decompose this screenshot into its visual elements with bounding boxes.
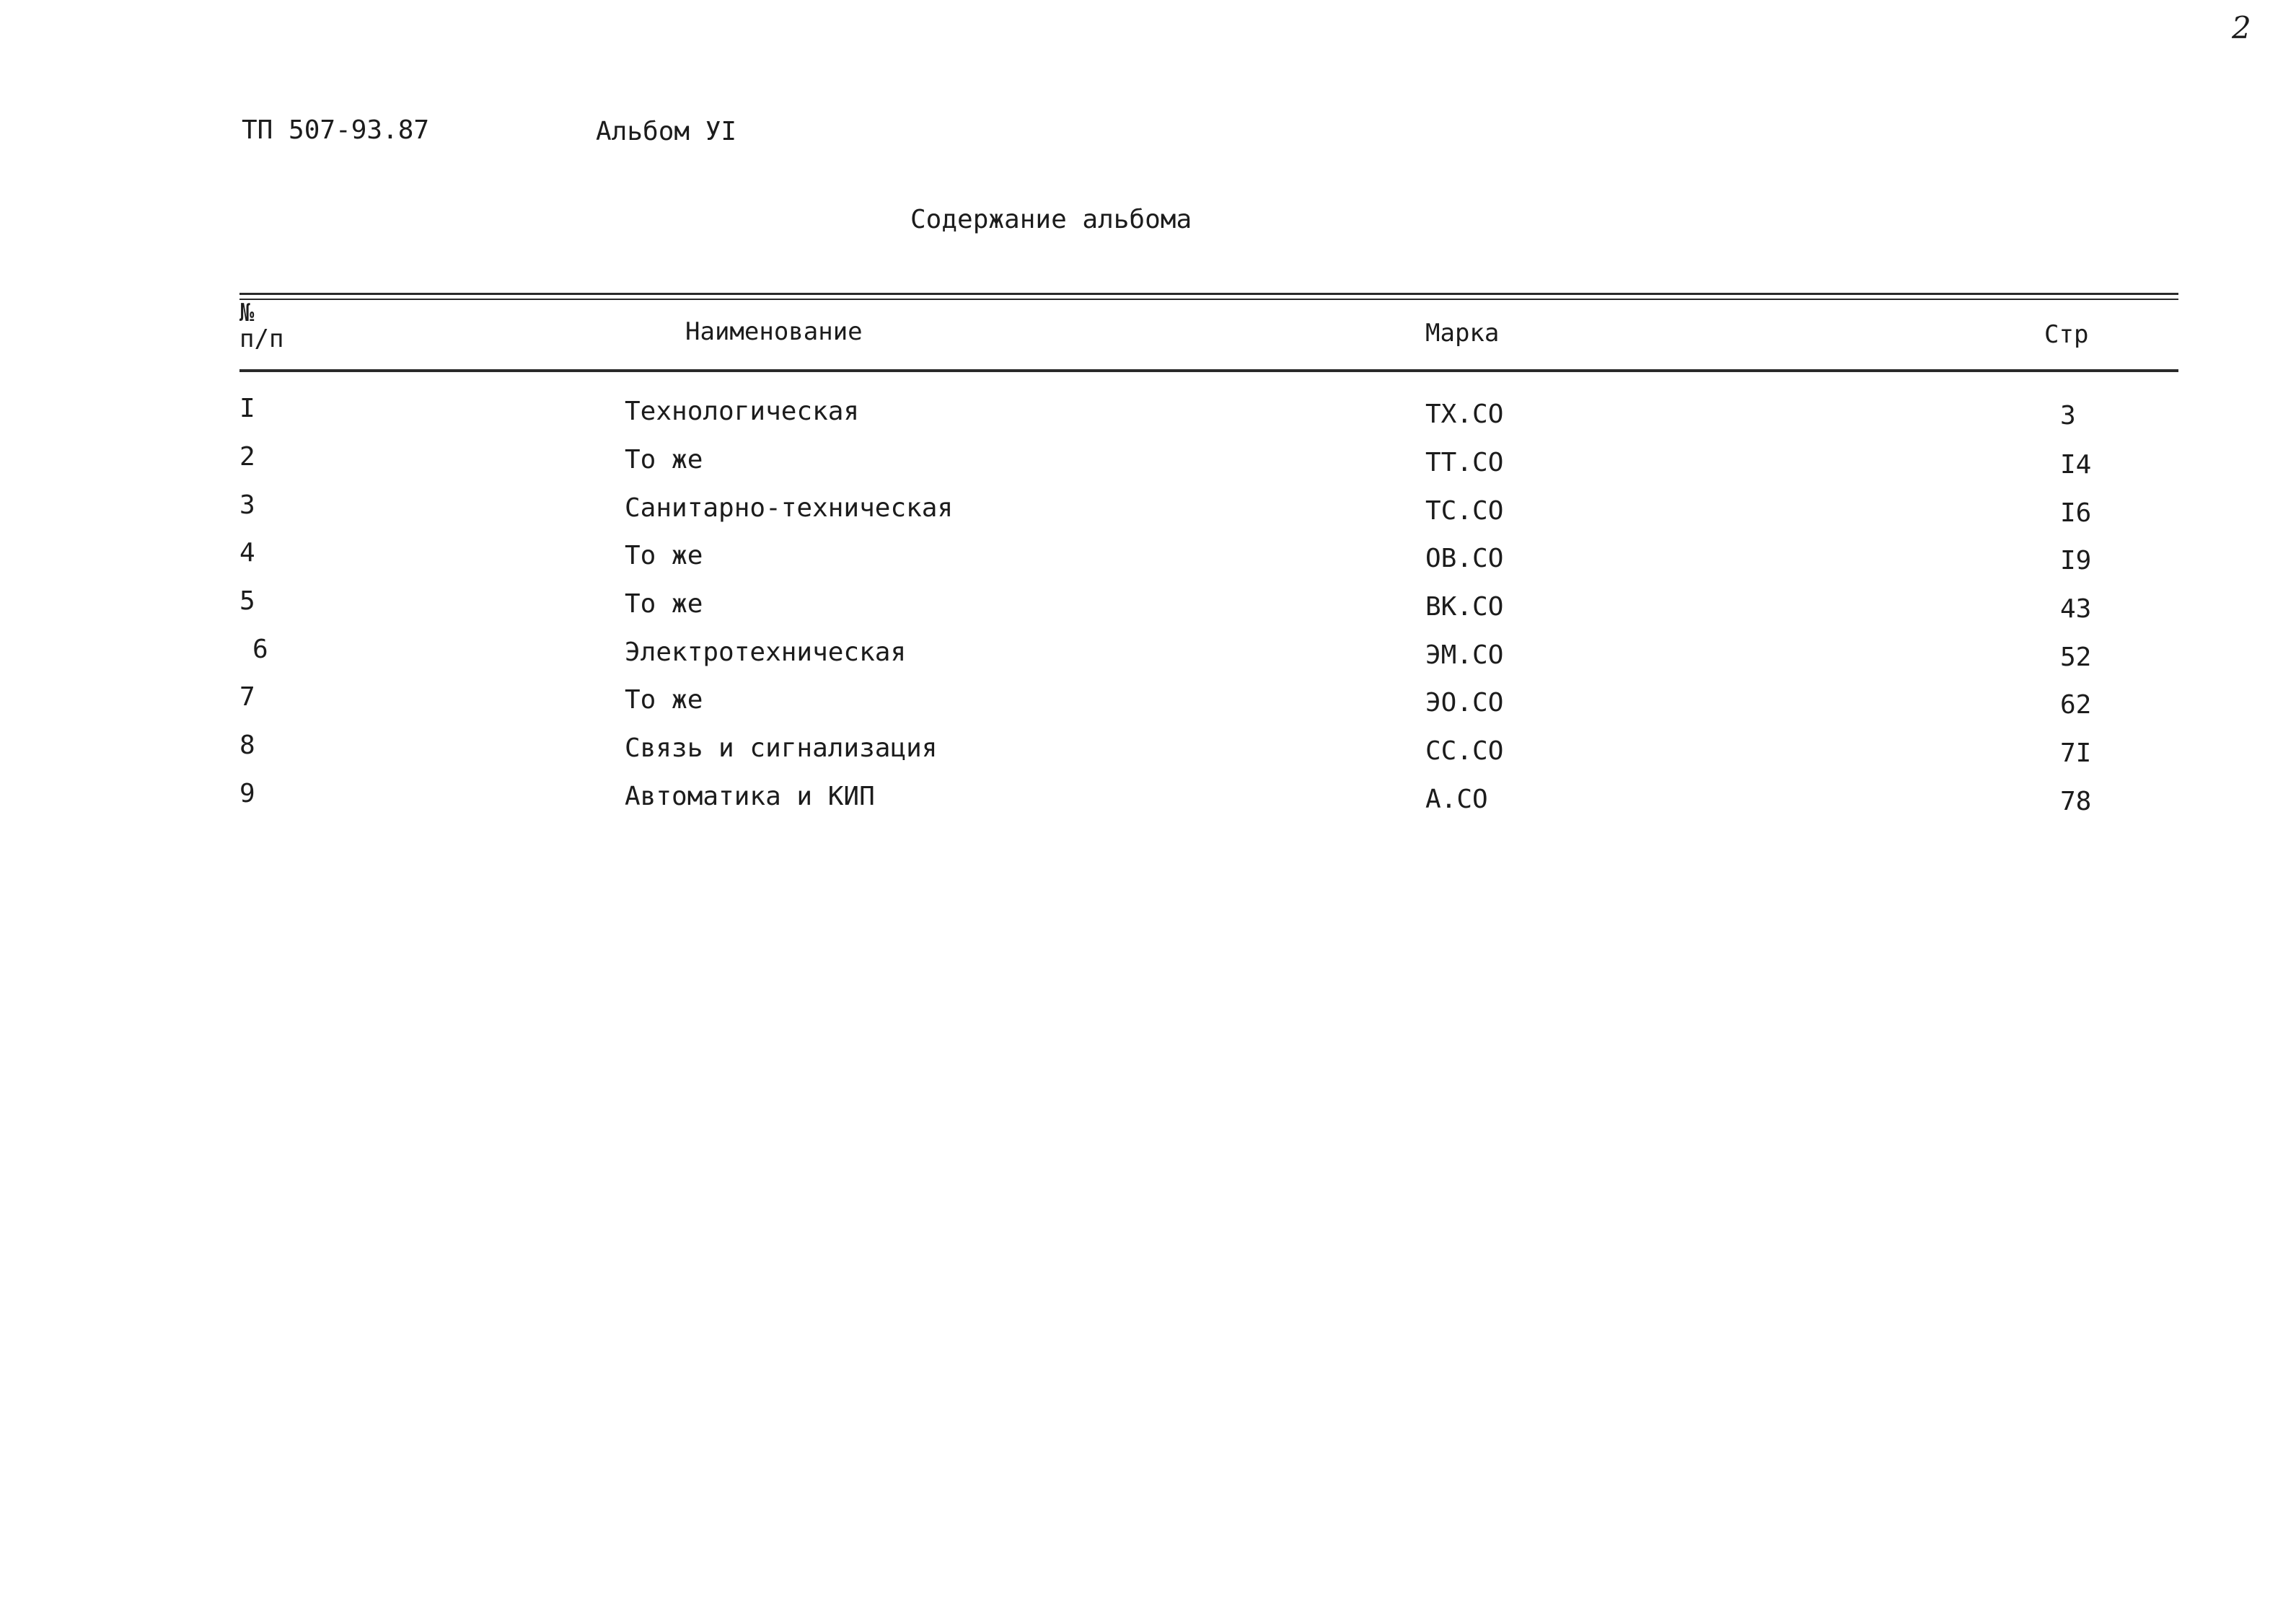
row-name: То же [625,445,703,475]
row-number: 9 [239,779,255,808]
row-page: 43 [2060,594,2092,624]
contents-title: Содержание альбома [910,205,1192,234]
column-header-name: Наименование [685,317,863,346]
row-name: Технологическая [625,397,860,426]
row-number: 8 [239,731,255,760]
column-header-number-label: п/п [239,325,284,353]
row-number: I [239,394,255,423]
row-page: I9 [2060,546,2092,575]
row-mark: А.СО [1425,785,1488,814]
row-name: Связь и сигнализация [625,733,938,763]
table-top-rule-inner [239,299,2178,300]
row-page: 62 [2060,690,2092,720]
row-mark: ОВ.СО [1425,544,1504,573]
row-page: I6 [2060,498,2092,528]
row-name: Санитарно-техническая [625,493,954,523]
column-header-mark: Марка [1425,319,1500,348]
row-name: Электротехническая [625,637,907,667]
row-number: 7 [239,682,255,712]
table-header-rule [239,369,2178,372]
row-page: 78 [2060,787,2092,816]
column-header-page: Стр [2044,320,2089,349]
row-page: 7I [2060,738,2092,768]
document-code: ТП 507-93.87 [242,115,430,145]
row-number: 6 [252,635,268,664]
row-name: То же [625,685,703,715]
album-label: Альбом УI [596,117,737,146]
row-number: 2 [239,442,255,472]
row-mark: ТС.СО [1425,496,1504,526]
row-number: 5 [239,586,255,616]
table-top-rule [239,293,2178,295]
row-number: 3 [239,490,255,520]
row-mark: ТХ.СО [1425,400,1504,429]
row-page: 52 [2060,643,2092,672]
column-header-number [239,300,283,352]
row-name: То же [625,589,703,619]
row-number: 4 [239,538,255,568]
row-mark: ТТ.СО [1425,448,1504,477]
row-mark: ЭМ.СО [1425,640,1504,670]
column-header-number-sign: № [239,299,255,327]
row-page: I4 [2060,450,2092,480]
row-mark: ЭО.СО [1425,688,1504,718]
page-number: 2 [2232,10,2251,45]
row-name: Автоматика и КИП [625,782,875,811]
row-name: То же [625,541,703,570]
row-page: 3 [2060,401,2076,431]
row-mark: СС.СО [1425,736,1504,766]
row-mark: ВК.СО [1425,592,1504,622]
